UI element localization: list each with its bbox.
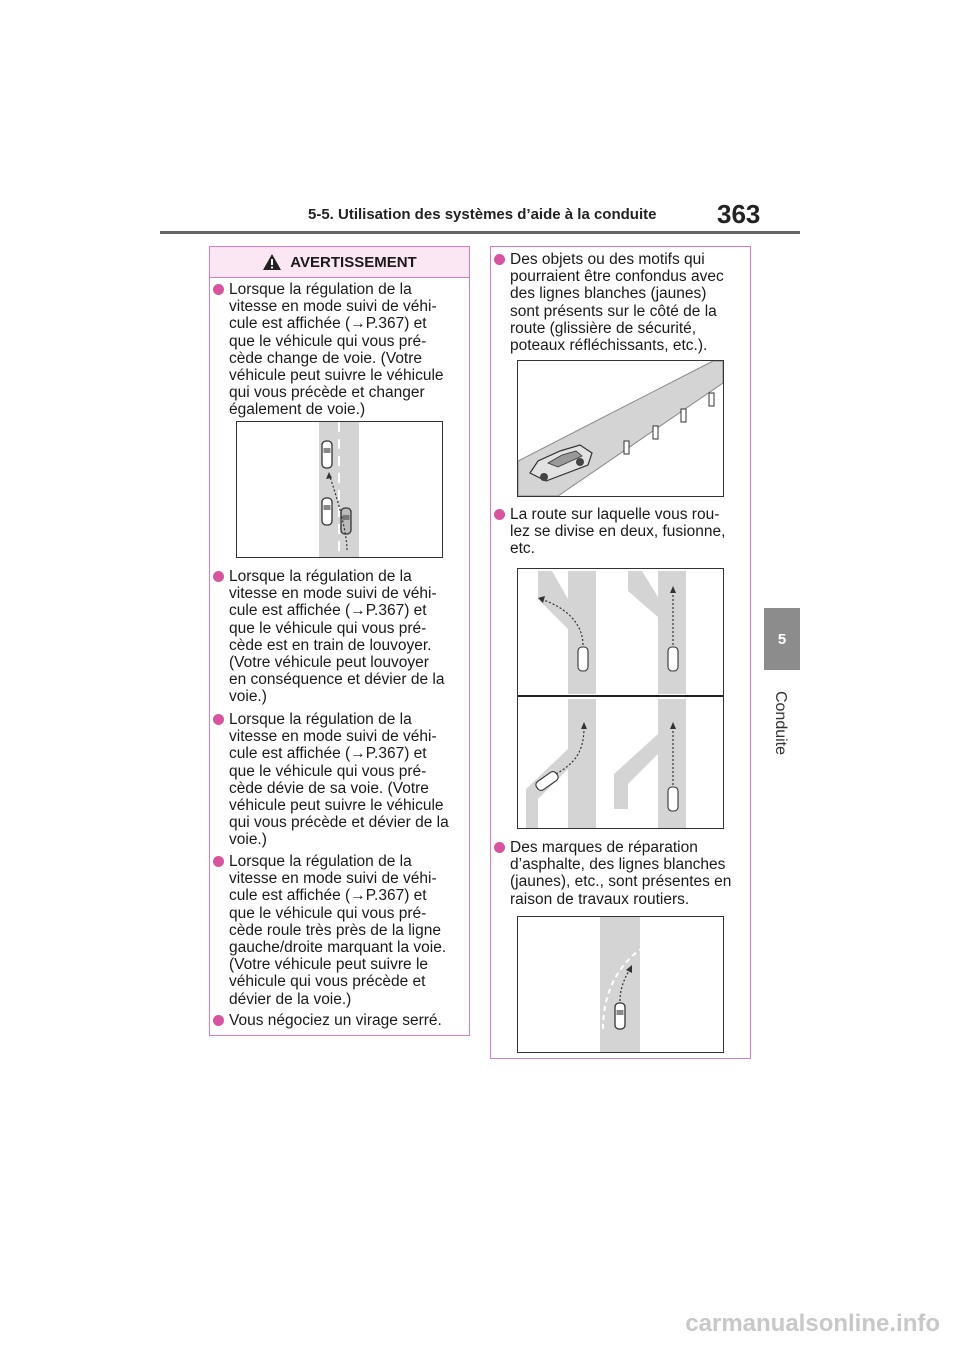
figure-road-split-merge <box>517 568 724 829</box>
warning-header <box>210 247 469 278</box>
lane-change-illustration <box>237 422 442 557</box>
chapter-number: 5 <box>777 630 787 648</box>
bullet-icon <box>494 842 505 853</box>
right-bullet-2: La route sur laquelle vous rou- lez se divise en deux, fusionne, etc. <box>510 506 725 558</box>
car-icons <box>534 647 678 811</box>
figure-lane-change <box>236 421 443 558</box>
chapter-label: Conduite <box>772 690 789 756</box>
guardrail-illustration <box>518 361 723 496</box>
road-repair-illustration <box>518 917 723 1052</box>
warning-bullet-4: Lorsque la régulation de la vitesse en mode suivi de véhi- cule est affichée (→P.367) et que le véhicule qui vous pré- cède roule très près de la ligne gauche/droite marquant la voie. (Votre véhicule peut suivre le véhicule qui vous précède et dévier de la voie.) <box>229 853 446 1008</box>
section-title: 5-5. Utilisation des systèmes d’aide à la conduite <box>308 206 657 223</box>
watermark: carmanualsonline.info <box>685 1310 940 1337</box>
road-split-merge-illustration <box>518 569 723 828</box>
chapter-tab[interactable] <box>764 608 800 670</box>
right-bullet-1: Des objets ou des motifs qui pourraient être confondus avec des lignes blanches (jaunes) sont présents sur le côté de la route (glissière de sécurité, poteaux réfléchissants, etc.). <box>510 251 724 354</box>
bullet-icon <box>213 1015 224 1026</box>
figure-road-repair-marks <box>517 916 724 1053</box>
warning-bullet-3: Lorsque la régulation de la vitesse en mode suivi de véhi- cule est affichée (→P.367) et que le véhicule qui vous pré- cède dévie de sa voie. (Votre véhicule peut suivre le véhicule qui vous précède et dévier de la voie.) <box>229 711 449 849</box>
car-lead-icon <box>322 441 332 468</box>
bullet-icon <box>213 284 224 295</box>
warning-bullet-2: Lorsque la régulation de la vitesse en mode suivi de véhi- cule est affichée (→P.367) et que le véhicule qui vous pré- cède est en train de louvoyer. (Votre véhicule peut louvoyer en conséquence et dévier de la voie.) <box>229 568 444 706</box>
warning-title: AVERTISSEMENT <box>290 253 417 271</box>
right-bullet-3: Des marques de réparation d’asphalte, des lignes blanches (jaunes), etc., sont présentes en raison de travaux routiers. <box>510 839 731 908</box>
bullet-icon <box>213 714 224 725</box>
bullet-icon <box>213 856 224 867</box>
bullet-icon <box>494 254 505 265</box>
header-divider <box>160 231 800 234</box>
car-adjacent-icon <box>322 498 332 525</box>
warning-bullet-5: Vous négociez un virage serré. <box>229 1012 442 1029</box>
warning-triangle-icon <box>262 253 282 271</box>
bullet-icon <box>494 509 505 520</box>
page-number: 363 <box>717 199 761 229</box>
warning-bullet-1: Lorsque la régulation de la vitesse en mode suivi de véhi- cule est affichée (→P.367) et que le véhicule qui vous pré- cède change de voie. (Votre véhicule peut suivre le véhicule qui vous précède et changer également de voie.) <box>229 281 444 419</box>
bullet-icon <box>213 571 224 582</box>
figure-guardrail <box>517 360 724 497</box>
car-own-icon <box>615 1003 625 1029</box>
